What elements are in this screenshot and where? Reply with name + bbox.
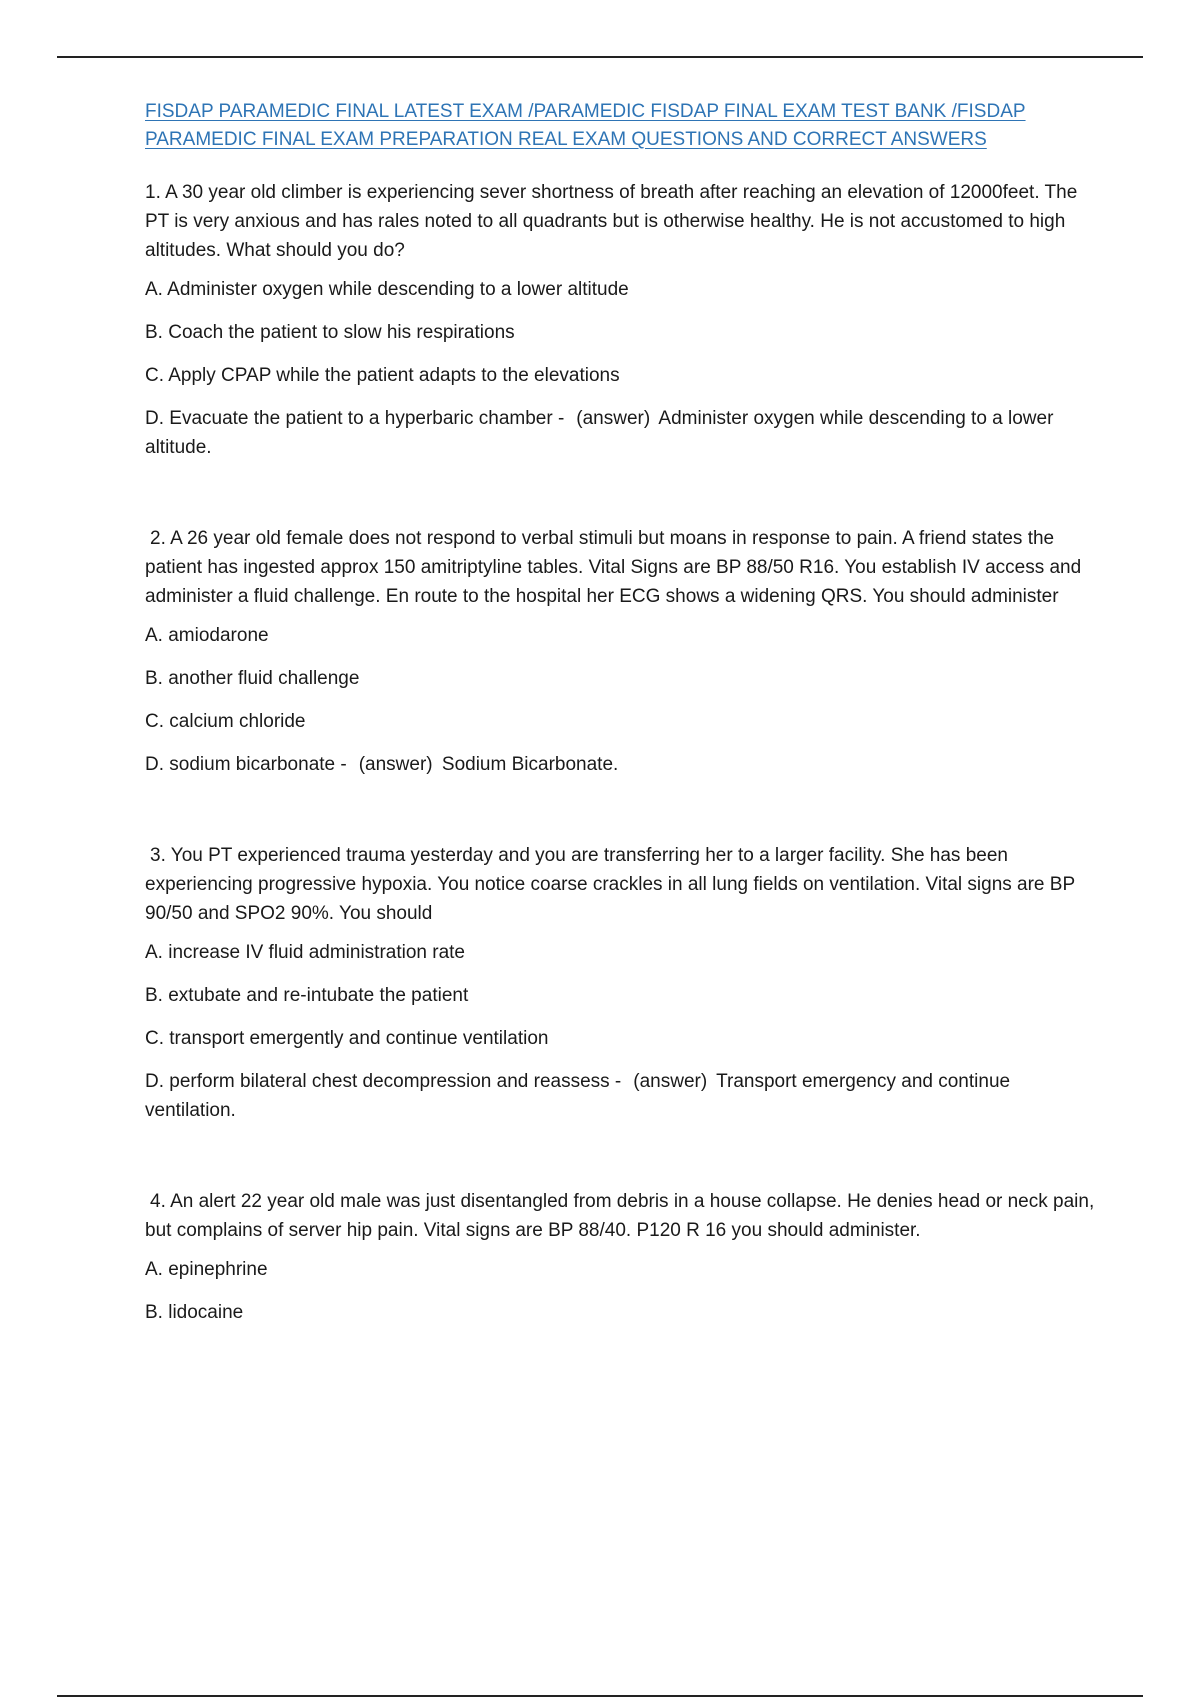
question-spacer — [145, 476, 1095, 524]
option-d: D. perform bilateral chest decompression and reassess - — [145, 1071, 622, 1092]
option-a: A. amiodarone — [145, 625, 269, 646]
question-3 — [145, 841, 1095, 1125]
question-stem: 1. A 30 year old climber is experiencing sever shortness of breath after reaching an elevation of 12000feet. The PT is very anxious and has rales noted to all quadrants but is otherwise healthy. He is not accustomed to high altitudes. What should you do? — [145, 182, 1078, 261]
option-a: A. increase IV fluid administration rate — [145, 942, 465, 963]
option-c: C. transport emergently and continue ventilation — [145, 1028, 549, 1049]
document-body — [145, 98, 1095, 1341]
option-b: B. another fluid challenge — [145, 668, 360, 689]
answer-text: Sodium Bicarbonate. — [441, 754, 619, 775]
question-spacer — [145, 793, 1095, 841]
question-2 — [145, 524, 1095, 779]
option-d: D. sodium bicarbonate - — [145, 754, 347, 775]
document-title — [145, 98, 1095, 154]
option-b: B. extubate and re-intubate the patient — [145, 985, 469, 1006]
option-d-with-answer — [145, 750, 1095, 779]
answer-text: Transport emergency and continue ventilation. — [145, 1071, 1011, 1121]
question-1 — [145, 178, 1095, 462]
document-title-link[interactable]: FISDAP PARAMEDIC FINAL LATEST EXAM /PARAMEDIC FISDAP FINAL EXAM TEST BANK /FISDAP PARAMEDIC FINAL EXAM PREPARATION REAL EXAM QUESTIONS AND CORRECT ANSWERS — [145, 101, 1026, 150]
question-stem: 2. A 26 year old female does not respond to verbal stimuli but moans in response to pain. A friend states the patient has ingested approx 150 amitriptyline tables. Vital Signs are BP 88/50 R16. You establish IV access and administer a fluid challenge. En route to the hospital her ECG shows a widening QRS. You should administer — [145, 528, 1082, 607]
option-c: C. Apply CPAP while the patient adapts to the elevations — [145, 365, 620, 386]
option-d: D. Evacuate the patient to a hyperbaric chamber - — [145, 408, 565, 429]
top-rule — [57, 56, 1143, 58]
option-b: B. Coach the patient to slow his respirations — [145, 322, 515, 343]
option-d-with-answer — [145, 1067, 1095, 1125]
question-4 — [145, 1187, 1095, 1327]
answer-text: Administer oxygen while descending to a lower altitude. — [145, 408, 1054, 458]
option-a: A. Administer oxygen while descending to a lower altitude — [145, 279, 629, 300]
question-stem: 3. You PT experienced trauma yesterday and you are transferring her to a larger facility. She has been experiencing progressive hypoxia. You notice coarse crackles in all lung fields on ventilation. Vital signs are BP 90/50 and SPO2 90%. You should — [145, 845, 1075, 924]
question-stem: 4. An alert 22 year old male was just disentangled from debris in a house collapse. He denies head or neck pain, but complains of server hip pain. Vital signs are BP 88/40. P120 R 16 you should administer. — [145, 1191, 1095, 1241]
option-b: B. lidocaine — [145, 1302, 244, 1323]
option-d-with-answer — [145, 404, 1095, 462]
answer-label: (answer) — [576, 408, 651, 429]
option-c: C. calcium chloride — [145, 711, 306, 732]
bottom-rule — [57, 1695, 1143, 1697]
answer-label: (answer) — [633, 1071, 708, 1092]
question-spacer — [145, 1139, 1095, 1187]
option-a: A. epinephrine — [145, 1259, 268, 1280]
answer-label: (answer) — [358, 754, 433, 775]
